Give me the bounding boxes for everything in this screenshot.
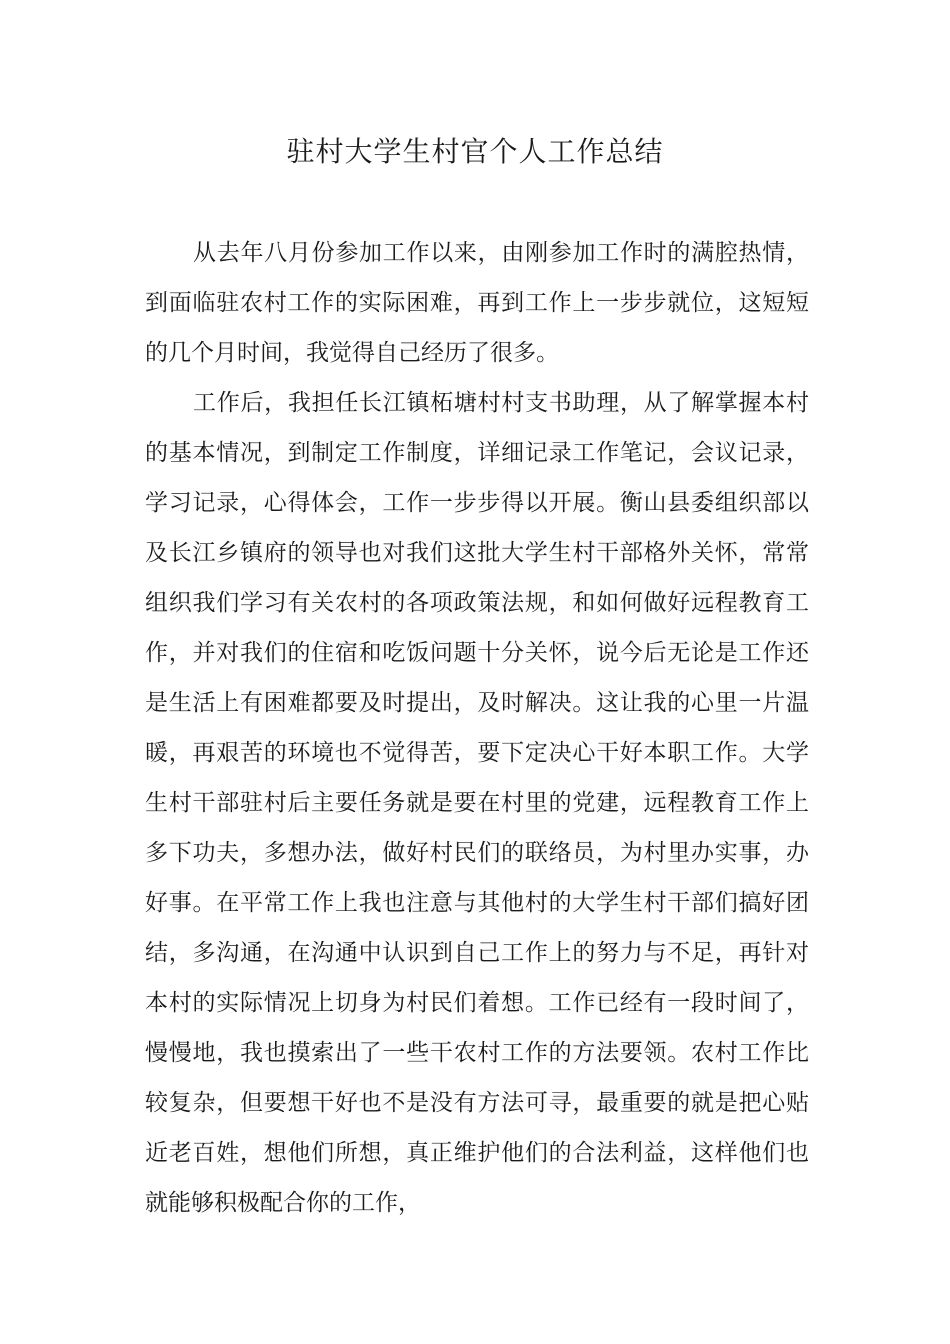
paragraph-2: 工作后，我担任长江镇柘塘村村支书助理，从了解掌握本村的基本情况，到制定工作制度，详细记录工作笔记，会议记录，学习记录，心得体会，工作一步步得以开展。衡山县委组织部以及长江乡镇府的领导也对我们这批大学生村干部格外关怀，常常组织我们学习有关农村的各项政策法规，和如何做好远程教育工作，并对我们的住宿和吃饭问题十分关怀，说今后无论是工作还是生活上有困难都要及时提出，及时解决。这让我的心里一片温暖，再艰苦的环境也不觉得苦，要下定决心干好本职工作。大学生村干部驻村后主要任务就是要在村里的党建，远程教育工作上多下功夫，多想办法，做好村民们的联络员，为村里办实事，办好事。在平常工作上我也注意与其他村的大学生村干部们搞好团结，多沟通，在沟通中认识到自己工作上的努力与不足，再针对本村的实际情况上切身为村民们着想。工作已经有一段时间了，慢慢地，我也摸索出了一些干农村工作的方法要领。农村工作比较复杂，但要想干好也不是没有方法可寻，最重要的就是把心贴近老百姓，想他们所想，真正维护他们的合法利益，这样他们也就能够积极配合你的工作，	[145, 390, 809, 1216]
document-body	[145, 228, 809, 1228]
document-title: 驻村大学生村官个人工作总结	[286, 135, 664, 168]
paragraph-1: 从去年八月份参加工作以来，由刚参加工作时的满腔热情，到面临驻农村工作的实际困难，再到工作上一步步就位，这短短的几个月时间，我觉得自己经历了很多。	[145, 240, 809, 366]
